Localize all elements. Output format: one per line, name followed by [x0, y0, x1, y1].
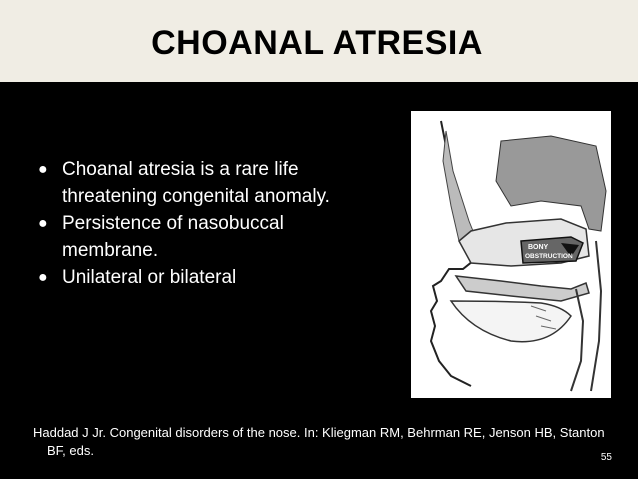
bullet-text: Unilateral or bilateral [62, 267, 237, 288]
slide-number: 55 [600, 452, 612, 463]
bullet-text: Choanal atresia is a rare life threatening congenital anomaly. [62, 159, 330, 207]
bullet-list [38, 156, 378, 291]
sagittal-head-drawing [411, 111, 611, 398]
bullet-dot-icon: ● [38, 161, 48, 178]
bullet-item [38, 156, 378, 210]
citation-text: Haddad J Jr. Congenital disorders of the nose. In: Kliegman RM, Behrman RE, Jenson HB, Stanton BF, eds. [33, 425, 605, 458]
figure-label-obstruction: OBSTRUCTION [525, 253, 573, 260]
slide-title: CHOANAL ATRESIA [151, 23, 483, 62]
bullet-item [38, 210, 378, 264]
title-bar [0, 0, 638, 82]
bullet-dot-icon: ● [38, 215, 48, 232]
nasal-anatomy-illustration [411, 111, 611, 398]
bullet-item [38, 264, 378, 291]
figure-label-bony: BONY [528, 244, 549, 251]
bullet-text: Persistence of nasobuccal membrane. [62, 213, 284, 261]
bullet-dot-icon: ● [38, 269, 48, 286]
